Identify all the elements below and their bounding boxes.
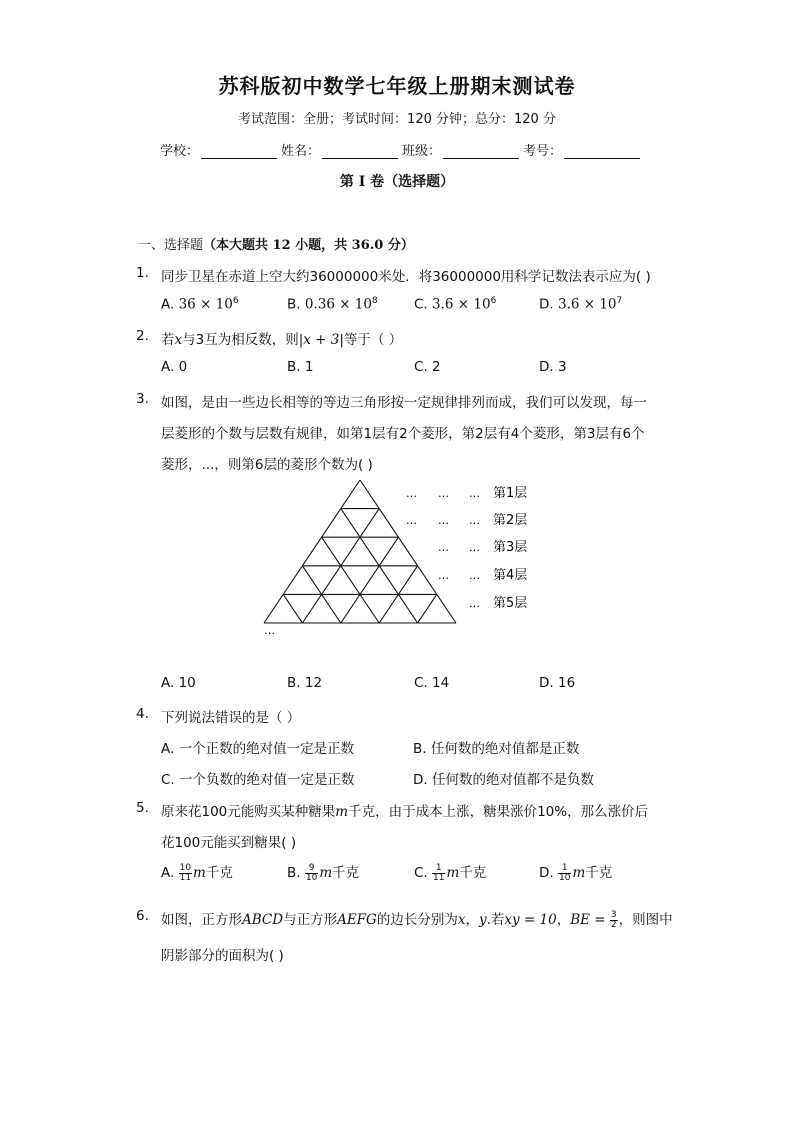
question-3-option-d[interactable] (539, 675, 575, 691)
number-label: 考号： (523, 144, 563, 159)
math-variable: x (457, 912, 466, 928)
fraction-denominator: 11 (179, 872, 192, 883)
question-6-line-1 (161, 908, 673, 930)
question-1-option-d[interactable] (539, 296, 622, 313)
dots-row-1: … (438, 487, 449, 500)
option-exponent: 6 (232, 296, 239, 306)
section-heading (138, 234, 414, 253)
option-value: 36 × 10 (178, 296, 233, 313)
question-2-option-c[interactable] (414, 359, 441, 375)
math-variable: m (572, 865, 586, 881)
option-exponent: 8 (372, 296, 378, 306)
option-letter: C. (414, 675, 428, 691)
fraction (179, 864, 192, 883)
option-letter: D. (539, 296, 554, 313)
option-letter: B. (413, 741, 427, 757)
fraction-denominator: 2 (610, 919, 617, 930)
dots-row-1: … (406, 487, 417, 500)
school-label: 学校： (160, 144, 200, 159)
math-expression: xy = 10 (504, 912, 557, 928)
option-value: 12 (304, 675, 323, 691)
math-variable: m (319, 865, 333, 881)
question-1-option-c[interactable] (414, 296, 496, 313)
option-value: 16 (557, 675, 576, 691)
option-value: 14 (432, 675, 450, 691)
question-4-option-c[interactable] (161, 768, 355, 788)
triangle-grid (264, 480, 456, 623)
question-2-option-b[interactable] (287, 359, 313, 375)
option-value: 一个正数的绝对值一定是正数 (178, 741, 355, 757)
option-letter: C. (414, 865, 428, 881)
name-blank[interactable] (322, 144, 398, 159)
option-value: 10 (178, 675, 196, 691)
option-value: 任何数的绝对值都不是负数 (431, 772, 594, 788)
number-blank[interactable] (564, 144, 640, 159)
student-info-fields (160, 140, 644, 159)
text-part: 千克，由于成本上涨，糖果涨价10%，那么涨价后 (348, 804, 649, 820)
section-note: （本大题共 12 小题，共 36.0 分） (203, 238, 414, 253)
option-letter: A. (161, 741, 175, 757)
option-exponent: 6 (490, 296, 497, 306)
school-blank[interactable] (201, 144, 277, 159)
exam-title: 苏科版初中数学七年级上册期末测试卷 (218, 74, 576, 98)
option-value: 2 (432, 359, 441, 375)
math-variable: y (478, 912, 487, 928)
text-part: 与正方形 (283, 912, 338, 928)
option-value: 0 (178, 359, 188, 375)
dots-row-3: … (469, 541, 480, 554)
layer-label-4: 第4层 (493, 568, 528, 583)
fraction (432, 864, 445, 883)
dots-row-4: … (438, 569, 449, 582)
part-title: 第 I 卷（选择题） (339, 174, 455, 190)
text-part: ，则图中 (618, 912, 673, 928)
text-part: 与3互为相反数，则| (182, 332, 304, 348)
option-letter: C. (414, 296, 428, 313)
section-prefix: 一、选择题 (138, 238, 204, 253)
option-unit: 千克 (459, 865, 487, 881)
question-2-number: 2. (136, 328, 149, 344)
question-3-option-a[interactable] (161, 675, 196, 691)
question-1-option-b[interactable] (287, 296, 378, 313)
option-unit: 千克 (332, 865, 360, 881)
fraction-numerator: 3 (610, 909, 617, 920)
math-expression: AEFG (337, 912, 377, 928)
option-letter: B. (287, 865, 301, 881)
option-value: 0.36 × 10 (304, 296, 372, 313)
fraction-numerator: 1 (558, 864, 571, 874)
class-label: 班级： (402, 144, 442, 159)
option-unit: 千克 (205, 865, 233, 881)
option-value: 任何数的绝对值都是正数 (430, 741, 580, 757)
text-part: |等于（ ） (339, 332, 403, 348)
option-letter: D. (539, 359, 554, 375)
dots-bottom: … (264, 624, 275, 637)
text-part: .若 (486, 912, 505, 928)
option-letter: D. (539, 865, 554, 881)
fraction (558, 864, 571, 883)
question-4-text: 下列说法错误的是（ ） (161, 710, 301, 726)
question-6-line-2: 阴影部分的面积为( ) (161, 948, 284, 964)
fraction-numerator: 9 (305, 864, 318, 874)
dots-row-2: … (406, 514, 417, 527)
option-value: 一个负数的绝对值一定是正数 (179, 772, 355, 788)
fraction-denominator: 10 (305, 872, 318, 883)
lattice-line (418, 594, 437, 623)
fraction (610, 911, 618, 930)
question-4-option-d[interactable] (413, 768, 594, 788)
layer-label-2: 第2层 (493, 513, 528, 528)
lattice-line (322, 537, 380, 623)
dots-row-2: … (469, 514, 480, 527)
math-variable: m (193, 865, 206, 881)
question-4-option-b[interactable] (413, 737, 579, 757)
option-value: 3.6 × 10 (432, 296, 491, 313)
option-letter: A. (161, 675, 175, 691)
name-label: 姓名： (281, 144, 321, 159)
dots-row-2: … (438, 514, 449, 527)
layer-label-3: 第3层 (493, 540, 528, 555)
question-2-option-d[interactable] (539, 359, 567, 375)
fraction-denominator: 10 (558, 872, 571, 883)
option-letter: B. (287, 296, 301, 313)
lattice-line (283, 594, 302, 623)
math-expression: ABCD (242, 912, 284, 928)
option-letter: C. (161, 772, 175, 788)
option-value: 1 (304, 359, 314, 375)
question-1-number: 1. (136, 265, 149, 281)
question-1-text: 同步卫星在赤道上空大约36000000米处．将36000000用科学记数法表示应为( ) (161, 269, 651, 285)
option-letter: B. (287, 359, 301, 375)
dots-row-1: … (469, 487, 480, 500)
text-part: 原来花100元能购买某种糖果 (161, 804, 336, 820)
question-5-option-c[interactable] (414, 861, 486, 883)
dots-row-3: … (438, 541, 449, 554)
question-2-text (161, 328, 402, 348)
question-3-number: 3. (136, 391, 149, 407)
question-5-option-d[interactable] (539, 861, 612, 883)
question-4-option-a[interactable] (161, 737, 354, 757)
question-5-line-1 (161, 800, 648, 820)
text-part: ， (556, 912, 571, 928)
fraction (305, 864, 318, 883)
option-exponent: 7 (616, 296, 623, 306)
option-value: 3.6 × 10 (557, 296, 617, 313)
option-letter: A. (161, 296, 175, 313)
math-variable: x (174, 332, 183, 348)
option-letter: D. (539, 675, 554, 691)
option-letter: A. (161, 865, 175, 881)
question-6-number: 6. (136, 908, 149, 924)
question-5-option-b[interactable] (287, 861, 359, 883)
fraction-numerator: 10 (179, 862, 192, 873)
question-5-line-2: 花100元能买到糖果( ) (161, 835, 297, 851)
question-3-option-b[interactable] (287, 675, 322, 691)
text-part: ， (465, 912, 479, 928)
option-letter: C. (414, 359, 428, 375)
option-letter: B. (287, 675, 301, 691)
class-blank[interactable] (443, 144, 519, 159)
math-variable: m (446, 865, 460, 881)
layer-label-1: 第1层 (493, 486, 528, 501)
question-1-option-a[interactable] (161, 296, 239, 313)
question-3-line-1: 如图，是由一些边长相等的等边三角形按一定规律排列而成，我们可以发现，每一 (161, 395, 647, 411)
option-letter: A. (161, 359, 175, 375)
question-4-number: 4. (136, 706, 149, 722)
question-3-option-c[interactable] (414, 675, 449, 691)
text-part: 若 (161, 332, 175, 348)
exam-meta: 考试范围：全册；考试时间：120 分钟；总分：120 分 (238, 112, 556, 127)
dots-row-4: … (469, 569, 480, 582)
fraction-numerator: 1 (432, 864, 445, 874)
question-5-option-a[interactable] (161, 861, 233, 883)
option-letter: D. (413, 772, 428, 788)
dots-row-5: … (469, 597, 480, 610)
text-part: 的边长分别为 (376, 912, 458, 928)
lattice-line (341, 537, 399, 623)
layer-label-5: 第5层 (493, 596, 528, 611)
fraction-denominator: 11 (433, 872, 445, 883)
math-variable: m (335, 804, 349, 820)
question-2-option-a[interactable] (161, 359, 187, 375)
option-unit: 千克 (585, 865, 613, 881)
lattice-line (264, 480, 360, 623)
question-5-number: 5. (136, 800, 149, 816)
option-value: 3 (557, 359, 567, 375)
triangle-pattern-figure (255, 474, 545, 644)
text-part: 如图，正方形 (161, 912, 242, 928)
math-expression: x + 3 (303, 332, 340, 348)
question-3-line-2: 层菱形的个数与层数有规律，如第1层有2个菱形，第2层有4个菱形，第3层有6个 (161, 426, 645, 442)
math-expression: BE = (570, 912, 606, 928)
question-3-line-3: 菱形，...，则第6层的菱形个数为( ) (161, 457, 373, 473)
